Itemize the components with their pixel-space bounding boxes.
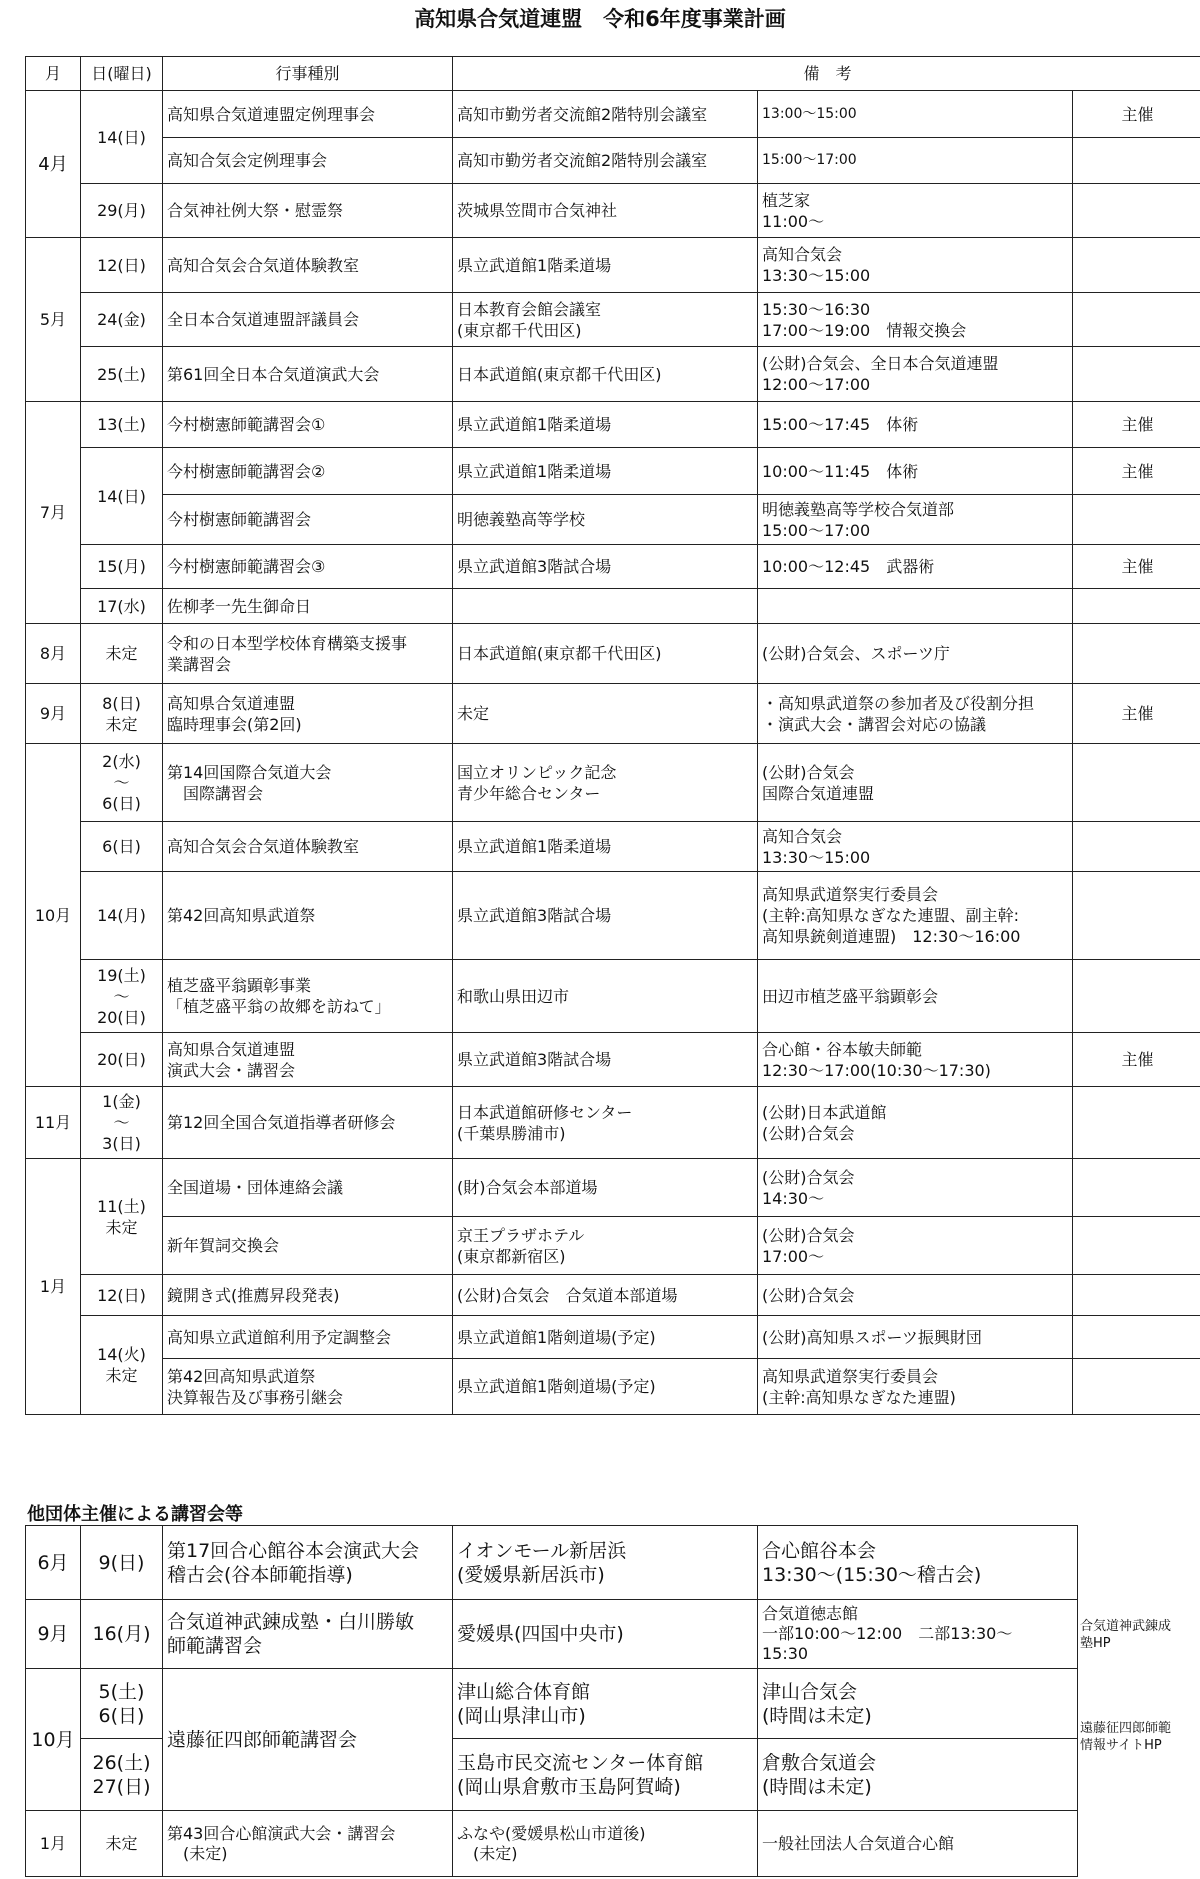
note-cell: 15:00～17:00 xyxy=(758,138,1073,184)
table-row xyxy=(26,347,1200,402)
place-cell: 県立武道館1階柔道場 xyxy=(453,402,758,448)
day-cell: 12(日) xyxy=(81,1275,163,1316)
month-cell: 1月 xyxy=(26,1811,81,1877)
organizer-flag xyxy=(1073,347,1200,402)
event-cell: 第42回高知県武道祭 決算報告及び事務引継会 xyxy=(163,1359,453,1415)
table-row xyxy=(26,545,1200,589)
event-cell: 鏡開き式(推薦昇段発表) xyxy=(163,1275,453,1316)
organizer-flag xyxy=(1073,184,1200,238)
table-row xyxy=(26,402,1200,448)
place-cell: 茨城県笠間市合気神社 xyxy=(453,184,758,238)
organizer-flag: 主催 xyxy=(1073,1033,1200,1087)
note-cell: 高知合気会 13:30～15:00 xyxy=(758,822,1073,872)
place-cell: 県立武道館3階試合場 xyxy=(453,872,758,960)
place-cell: イオンモール新居浜 (愛媛県新居浜市) xyxy=(453,1526,758,1600)
table-row xyxy=(26,1811,1078,1877)
header-month: 月 xyxy=(26,57,81,91)
table-row xyxy=(26,91,1200,138)
note-cell: ・高知県武道祭の参加者及び役割分担 ・演武大会・講習会対応の協議 xyxy=(758,684,1073,744)
organizer-flag: 主催 xyxy=(1073,402,1200,448)
note-cell: 15:00～17:45 体術 xyxy=(758,402,1073,448)
event-cell: 第12回全国合気道指導者研修会 xyxy=(163,1087,453,1159)
note-cell: 13:00～15:00 xyxy=(758,91,1073,138)
place-cell: 和歌山県田辺市 xyxy=(453,960,758,1033)
event-cell: 高知県合気道連盟 演武大会・講習会 xyxy=(163,1033,453,1087)
table-row xyxy=(26,960,1200,1033)
note-cell: 倉敷合気道会 (時間は未定) xyxy=(758,1739,1078,1811)
website-note: 遠藤征四郎師範 情報サイトHP xyxy=(1080,1721,1172,1753)
event-cell: 第61回全日本合気道演武大会 xyxy=(163,347,453,402)
place-cell: 日本武道館研修センター (千葉県勝浦市) xyxy=(453,1087,758,1159)
event-cell: 高知県合気道連盟 臨時理事会(第2回) xyxy=(163,684,453,744)
event-cell: 合気神社例大祭・慰霊祭 xyxy=(163,184,453,238)
place-cell: 未定 xyxy=(453,684,758,744)
table-row xyxy=(26,1526,1078,1600)
organizer-flag xyxy=(1073,293,1200,347)
organizer-flag xyxy=(1073,138,1200,184)
header-row xyxy=(26,57,1200,91)
event-cell: 佐柳孝一先生御命日 xyxy=(163,589,453,624)
table-row xyxy=(26,184,1200,238)
note-cell: (公財)合気会 国際合気道連盟 xyxy=(758,744,1073,822)
day-cell: 19(土) ～ 20(日) xyxy=(81,960,163,1033)
event-cell: 植芝盛平翁顕彰事業 「植芝盛平翁の故郷を訪ねて」 xyxy=(163,960,453,1033)
place-cell: 国立オリンピック記念 青少年総合センター xyxy=(453,744,758,822)
website-note: 合気道神武錬成 塾HP xyxy=(1080,1619,1172,1651)
day-cell: 5(土) 6(日) xyxy=(81,1669,163,1739)
organizer-flag xyxy=(1073,624,1200,684)
note-cell: 10:00～11:45 体術 xyxy=(758,448,1073,495)
place-cell: (財)合気会本部道場 xyxy=(453,1159,758,1217)
event-cell: 第42回高知県武道祭 xyxy=(163,872,453,960)
event-cell: 高知合気会合気道体験教室 xyxy=(163,238,453,293)
organizer-flag xyxy=(1073,1087,1200,1159)
day-cell: 未定 xyxy=(81,624,163,684)
note-cell: 田辺市植芝盛平翁顕彰会 xyxy=(758,960,1073,1033)
place-cell: 明徳義塾高等学校 xyxy=(453,495,758,545)
event-cell: 高知県合気道連盟定例理事会 xyxy=(163,91,453,138)
event-cell: 第43回合心館演武大会・講習会 (未定) xyxy=(163,1811,453,1877)
place-cell xyxy=(453,589,758,624)
place-cell: 高知市勤労者交流館2階特別会議室 xyxy=(453,138,758,184)
place-cell: 愛媛県(四国中央市) xyxy=(453,1600,758,1669)
place-cell: 日本武道館(東京都千代田区) xyxy=(453,347,758,402)
organizer-flag xyxy=(1073,960,1200,1033)
day-cell: 17(水) xyxy=(81,589,163,624)
table-row xyxy=(26,872,1200,960)
place-cell: 玉島市民交流センター体育館 (岡山県倉敷市玉島阿賀崎) xyxy=(453,1739,758,1811)
day-cell: 15(月) xyxy=(81,545,163,589)
table-row xyxy=(26,1087,1200,1159)
place-cell: 津山総合体育館 (岡山県津山市) xyxy=(453,1669,758,1739)
day-cell: 8(日) 未定 xyxy=(81,684,163,744)
note-cell: 植芝家 11:00～ xyxy=(758,184,1073,238)
note-cell: (公財)合気会 17:00～ xyxy=(758,1217,1073,1275)
day-cell: 1(金) ～ 3(日) xyxy=(81,1087,163,1159)
note-cell: 一般社団法人合気道合心館 xyxy=(758,1811,1078,1877)
header-day: 日(曜日) xyxy=(81,57,163,91)
page-title: 高知県合気道連盟 令和6年度事業計画 xyxy=(414,7,786,31)
section-title: 他団体主催による講習会等 xyxy=(27,1504,243,1525)
note-cell: 15:30～16:30 17:00～19:00 情報交換会 xyxy=(758,293,1073,347)
note-cell: 明徳義塾高等学校合気道部 15:00～17:00 xyxy=(758,495,1073,545)
day-cell: 2(水) ～ 6(日) xyxy=(81,744,163,822)
table-row xyxy=(26,238,1200,293)
note-cell: 合心館谷本会 13:30～(15:30～稽古会) xyxy=(758,1526,1078,1600)
table-row xyxy=(26,1217,1200,1275)
organizer-flag xyxy=(1073,238,1200,293)
day-cell: 25(土) xyxy=(81,347,163,402)
table-row xyxy=(26,1669,1078,1739)
day-cell: 24(金) xyxy=(81,293,163,347)
place-cell: (公財)合気会 合気道本部道場 xyxy=(453,1275,758,1316)
table-row xyxy=(26,1359,1200,1415)
table-row xyxy=(26,448,1200,495)
annual-plan-table xyxy=(25,56,1200,1415)
table-row xyxy=(26,744,1200,822)
place-cell: 県立武道館1階柔道場 xyxy=(453,822,758,872)
table-row xyxy=(26,293,1200,347)
day-cell: 14(日) xyxy=(81,448,163,545)
event-cell: 新年賀詞交換会 xyxy=(163,1217,453,1275)
place-cell: ふなや(愛媛県松山市道後) (未定) xyxy=(453,1811,758,1877)
day-cell: 12(日) xyxy=(81,238,163,293)
day-cell: 20(日) xyxy=(81,1033,163,1087)
place-cell: 県立武道館3階試合場 xyxy=(453,1033,758,1087)
month-cell: 9月 xyxy=(26,684,81,744)
day-cell: 14(日) xyxy=(81,91,163,184)
place-cell: 県立武道館1階柔道場 xyxy=(453,238,758,293)
event-cell: 今村樹憲師範講習会② xyxy=(163,448,453,495)
table-row xyxy=(26,1600,1078,1669)
event-cell: 高知合気会定例理事会 xyxy=(163,138,453,184)
organizer-flag xyxy=(1073,822,1200,872)
month-cell: 7月 xyxy=(26,402,81,624)
day-cell: 11(土) 未定 xyxy=(81,1159,163,1275)
table-row xyxy=(26,1159,1200,1217)
other-organizations-table xyxy=(25,1525,1078,1877)
note-cell: (公財)合気会 14:30～ xyxy=(758,1159,1073,1217)
event-cell: 合気道神武錬成塾・白川勝敏 師範講習会 xyxy=(163,1600,453,1669)
month-cell: 8月 xyxy=(26,624,81,684)
note-cell: 津山合気会 (時間は未定) xyxy=(758,1669,1078,1739)
event-cell: 高知県立武道館利用予定調整会 xyxy=(163,1316,453,1359)
note-cell: 高知県武道祭実行委員会 (主幹:高知県なぎなた連盟、副主幹: 高知県銃剣道連盟) 12:30～16:00 xyxy=(758,872,1073,960)
event-cell: 全日本合気道連盟評議員会 xyxy=(163,293,453,347)
month-cell: 10月 xyxy=(26,744,81,1087)
day-cell: 13(土) xyxy=(81,402,163,448)
note-cell: 高知合気会 13:30～15:00 xyxy=(758,238,1073,293)
month-cell: 4月 xyxy=(26,91,81,238)
table-row xyxy=(26,822,1200,872)
day-cell: 14(月) xyxy=(81,872,163,960)
header-remarks: 備 考 xyxy=(453,57,1200,91)
note-cell: (公財)高知県スポーツ振興財団 xyxy=(758,1316,1073,1359)
event-cell: 今村樹憲師範講習会① xyxy=(163,402,453,448)
place-cell: 高知市勤労者交流館2階特別会議室 xyxy=(453,91,758,138)
organizer-flag xyxy=(1073,1217,1200,1275)
place-cell: 京王プラザホテル (東京都新宿区) xyxy=(453,1217,758,1275)
note-cell: (公財)合気会、スポーツ庁 xyxy=(758,624,1073,684)
organizer-flag xyxy=(1073,1275,1200,1316)
table-row xyxy=(26,684,1200,744)
table-row xyxy=(26,624,1200,684)
organizer-flag xyxy=(1073,589,1200,624)
table-row xyxy=(26,1275,1200,1316)
place-cell: 県立武道館3階試合場 xyxy=(453,545,758,589)
event-cell: 令和の日本型学校体育構築支援事 業講習会 xyxy=(163,624,453,684)
month-cell: 5月 xyxy=(26,238,81,402)
organizer-flag xyxy=(1073,1316,1200,1359)
day-cell: 9(日) xyxy=(81,1526,163,1600)
place-cell: 日本教育会館会議室 (東京都千代田区) xyxy=(453,293,758,347)
note-cell: 高知県武道祭実行委員会 (主幹:高知県なぎなた連盟) xyxy=(758,1359,1073,1415)
note-cell: 合気道徳志館 一部10:00～12:00 二部13:30～ 15:30 xyxy=(758,1600,1078,1669)
event-cell: 第17回合心館谷本会演武大会 稽古会(谷本師範指導) xyxy=(163,1526,453,1600)
day-cell: 6(日) xyxy=(81,822,163,872)
note-cell: 合心館・谷本敏夫師範 12:30～17:00(10:30～17:30) xyxy=(758,1033,1073,1087)
organizer-flag: 主催 xyxy=(1073,448,1200,495)
note-cell: (公財)合気会 xyxy=(758,1275,1073,1316)
note-cell xyxy=(758,589,1073,624)
organizer-flag: 主催 xyxy=(1073,684,1200,744)
month-cell: 6月 xyxy=(26,1526,81,1600)
place-cell: 日本武道館(東京都千代田区) xyxy=(453,624,758,684)
event-cell: 高知合気会合気道体験教室 xyxy=(163,822,453,872)
organizer-flag xyxy=(1073,1359,1200,1415)
place-cell: 県立武道館1階剣道場(予定) xyxy=(453,1359,758,1415)
note-cell: (公財)日本武道館 (公財)合気会 xyxy=(758,1087,1073,1159)
note-cell: (公財)合気会、全日本合気道連盟 12:00～17:00 xyxy=(758,347,1073,402)
day-cell: 14(火) 未定 xyxy=(81,1316,163,1415)
table-row xyxy=(26,589,1200,624)
place-cell: 県立武道館1階剣道場(予定) xyxy=(453,1316,758,1359)
table-row xyxy=(26,1033,1200,1087)
day-cell: 29(月) xyxy=(81,184,163,238)
organizer-flag xyxy=(1073,1159,1200,1217)
organizer-flag: 主催 xyxy=(1073,91,1200,138)
table-row xyxy=(26,495,1200,545)
organizer-flag xyxy=(1073,744,1200,822)
event-cell: 今村樹憲師範講習会③ xyxy=(163,545,453,589)
organizer-flag xyxy=(1073,495,1200,545)
month-cell: 9月 xyxy=(26,1600,81,1669)
organizer-flag: 主催 xyxy=(1073,545,1200,589)
event-cell: 遠藤征四郎師範講習会 xyxy=(163,1669,453,1811)
event-cell: 今村樹憲師範講習会 xyxy=(163,495,453,545)
organizer-flag xyxy=(1073,872,1200,960)
note-cell: 10:00～12:45 武器術 xyxy=(758,545,1073,589)
event-cell: 第14回国際合気道大会 国際講習会 xyxy=(163,744,453,822)
day-cell: 16(月) xyxy=(81,1600,163,1669)
day-cell: 26(土) 27(日) xyxy=(81,1739,163,1811)
event-cell: 全国道場・団体連絡会議 xyxy=(163,1159,453,1217)
month-cell: 1月 xyxy=(26,1159,81,1415)
table-row xyxy=(26,1316,1200,1359)
header-event: 行事種別 xyxy=(163,57,453,91)
month-cell: 10月 xyxy=(26,1669,81,1811)
month-cell: 11月 xyxy=(26,1087,81,1159)
day-cell: 未定 xyxy=(81,1811,163,1877)
table-row xyxy=(26,138,1200,184)
place-cell: 県立武道館1階柔道場 xyxy=(453,448,758,495)
